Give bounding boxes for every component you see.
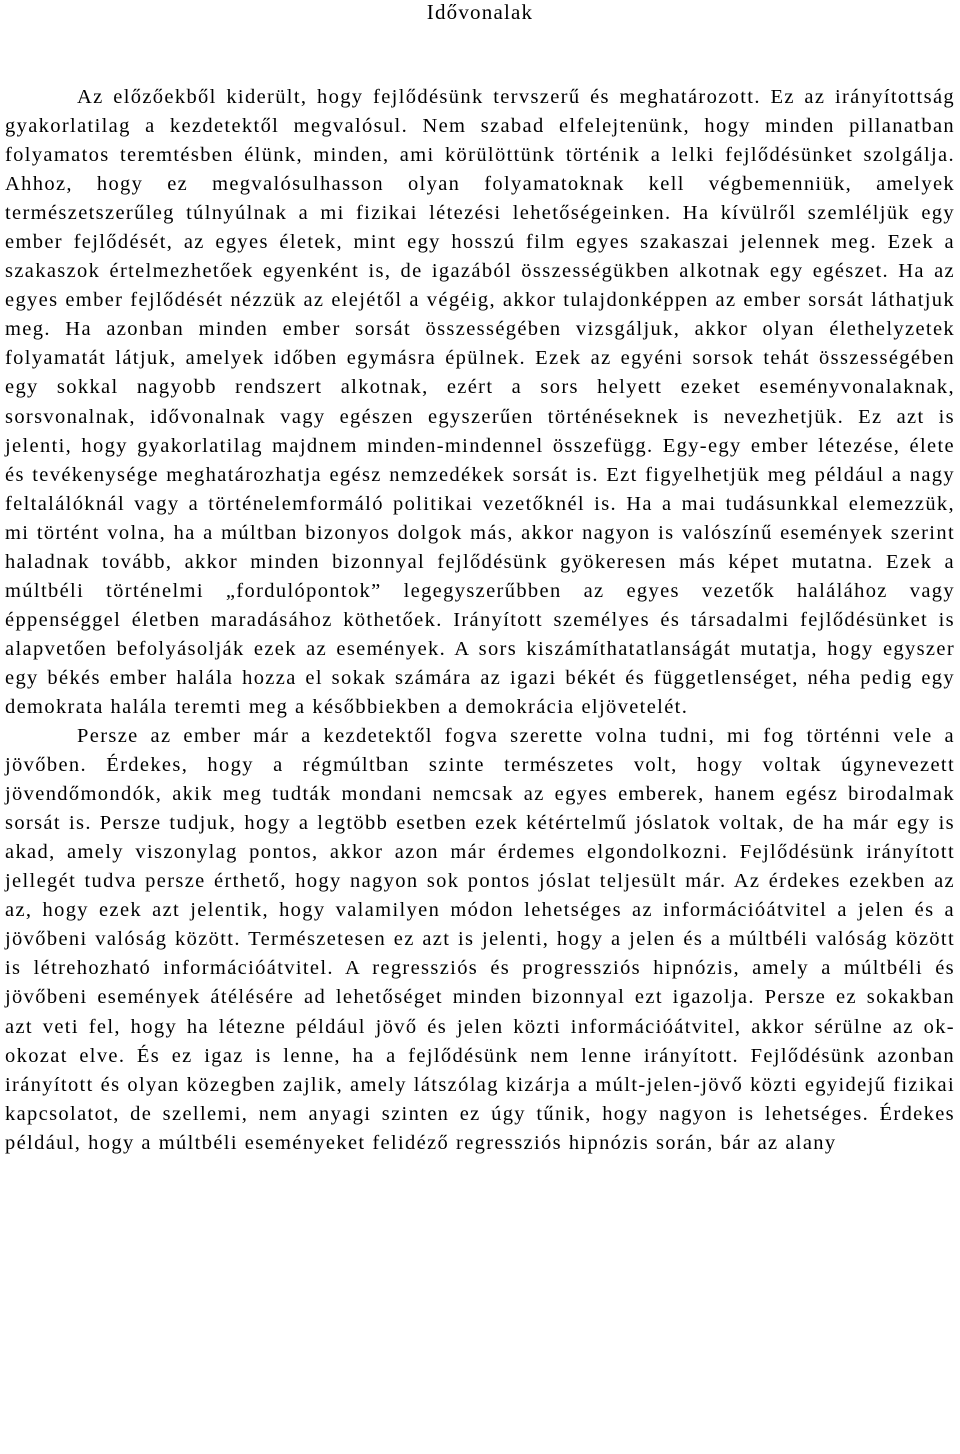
paragraph-2: Persze az ember már a kezdetektől fogva szerette volna tudni, mi fog történni vele a jövőben. Érdekes, hogy a régmúltban szinte természetes volt, hogy voltak úgynevezett jövendőmondók, akik meg tudták mondani nemcsak az egyes emberek, hanem egész birodalmak sorsát is. Persze tudjuk, hogy a legtöbb esetben ezek kétértelmű jóslatok voltak, de ha már egy is akad, amely viszonylag pontos, akkor azon már érdemes elgondolkozni. Fejlődésünk irányított jellegét tudva persze érthető, hogy nagyon sok pontos jóslat teljesült már. Az érdekes ezekben az az, hogy ezek azt jelentik, hogy valamilyen módon lehetséges az információátvitel a jelen és a jövőbeni valóság között. Természetesen ez azt is jelenti, hogy a jelen és a múltbéli valóság között is létrehozható információátvitel. A regressziós és progressziós hipnózis, amely a múltbéli és jövőbeni események átélésére ad lehetőséget minden bizonnyal ezt igazolja. Persze ez sokakban azt veti fel, hogy ha létezne például jövő és jelen közti információátvitel, akkor sérülne az ok-okozat elve. És ez igaz is lenne, ha a fejlődésünk nem lenne irányított. Fejlődésünk azonban irányított és olyan közegben zajlik, amely látszólag kizárja a múlt-jelen-jövő közti egyidejű fizikai kapcsolatot, de szellemi, nem anyagi szinten ez úgy tűnik, hogy nagyon is lehetséges. Érdekes például, hogy a múltbéli eseményeket felidéző regressziós hipnózis során, bár az alany	[5, 725, 955, 1154]
title-spacer	[5, 24, 955, 83]
document-title: Idővonalak	[426, 0, 534, 24]
paragraph-1: Az előzőekből kiderült, hogy fejlődésünk tervszerű és meghatározott. Ez az irányítottság gyakorlatilag a kezdetektől megvalósul. Nem szabad elfelejtenünk, hogy minden pillanatban folyamatos teremtésben élünk, minden, ami körülöttünk történik a lelki fejlődésünket szolgálja. Ahhoz, hogy ez megvalósulhasson olyan folyamatoknak kell végbemenniük, amelyek természetszerűleg túlnyúlnak a mi fizikai létezési lehetőségeinken. Ha kívülről szemléljük egy ember fejlődését, az egyes életek, mint egy hosszú film egyes szakaszai jelennek meg. Ezek a szakaszok értelmezhetőek egyenként is, de igazából összességükben alkotnak egy egészet. Ha az egyes ember fejlődését nézzük az elejétől a végéig, akkor tulajdonképpen az ember sorsát láthatjuk meg. Ha azonban minden ember sorsát összességében vizsgáljuk, akkor olyan élethelyzetek folyamatát látjuk, amelyek időben egymásra épülnek. Ezek az egyéni sorsok tehát összességében egy sokkal nagyobb rendszert alkotnak, ezért a sors helyett ezeket eseményvonalaknak, sorsvonalnak, idővonalnak vagy egészen egyszerűen történéseknek is nevezhetjük. Ez azt is jelenti, hogy gyakorlatilag majdnem minden-mindennel összefügg. Egy-egy ember létezése, élete és tevékenysége meghatározhatja egész nemzedékek sorsát is. Ezt figyelhetjük meg például a nagy feltalálóknál vagy a történelemformáló politikai vezetőknél is. Ha a mai tudásunkkal elemezzük, mi történt volna, ha a múltban bizonyos dolgok más, akkor nagyon is valószínű események szerint haladnak tovább, akkor minden bizonnyal fejlődésünk gyökeresen más képet mutatna. Ezek a múltbéli történelmi „fordulópontok” legegyszerűbben az egyes vezetők halálához vagy éppenséggel életben maradásához köthetőek. Irányított személyes és társadalmi fejlődésünket is alapvetően befolyásolják ezek az események. A sors kiszámíthatatlanságát mutatja, hogy egyszer egy békés ember halála hozza el sokak számára az igazi békét és függetlenséget, néha pedig egy demokrata halála teremti meg a későbbiekben a demokrácia eljövetelét.	[5, 86, 955, 718]
